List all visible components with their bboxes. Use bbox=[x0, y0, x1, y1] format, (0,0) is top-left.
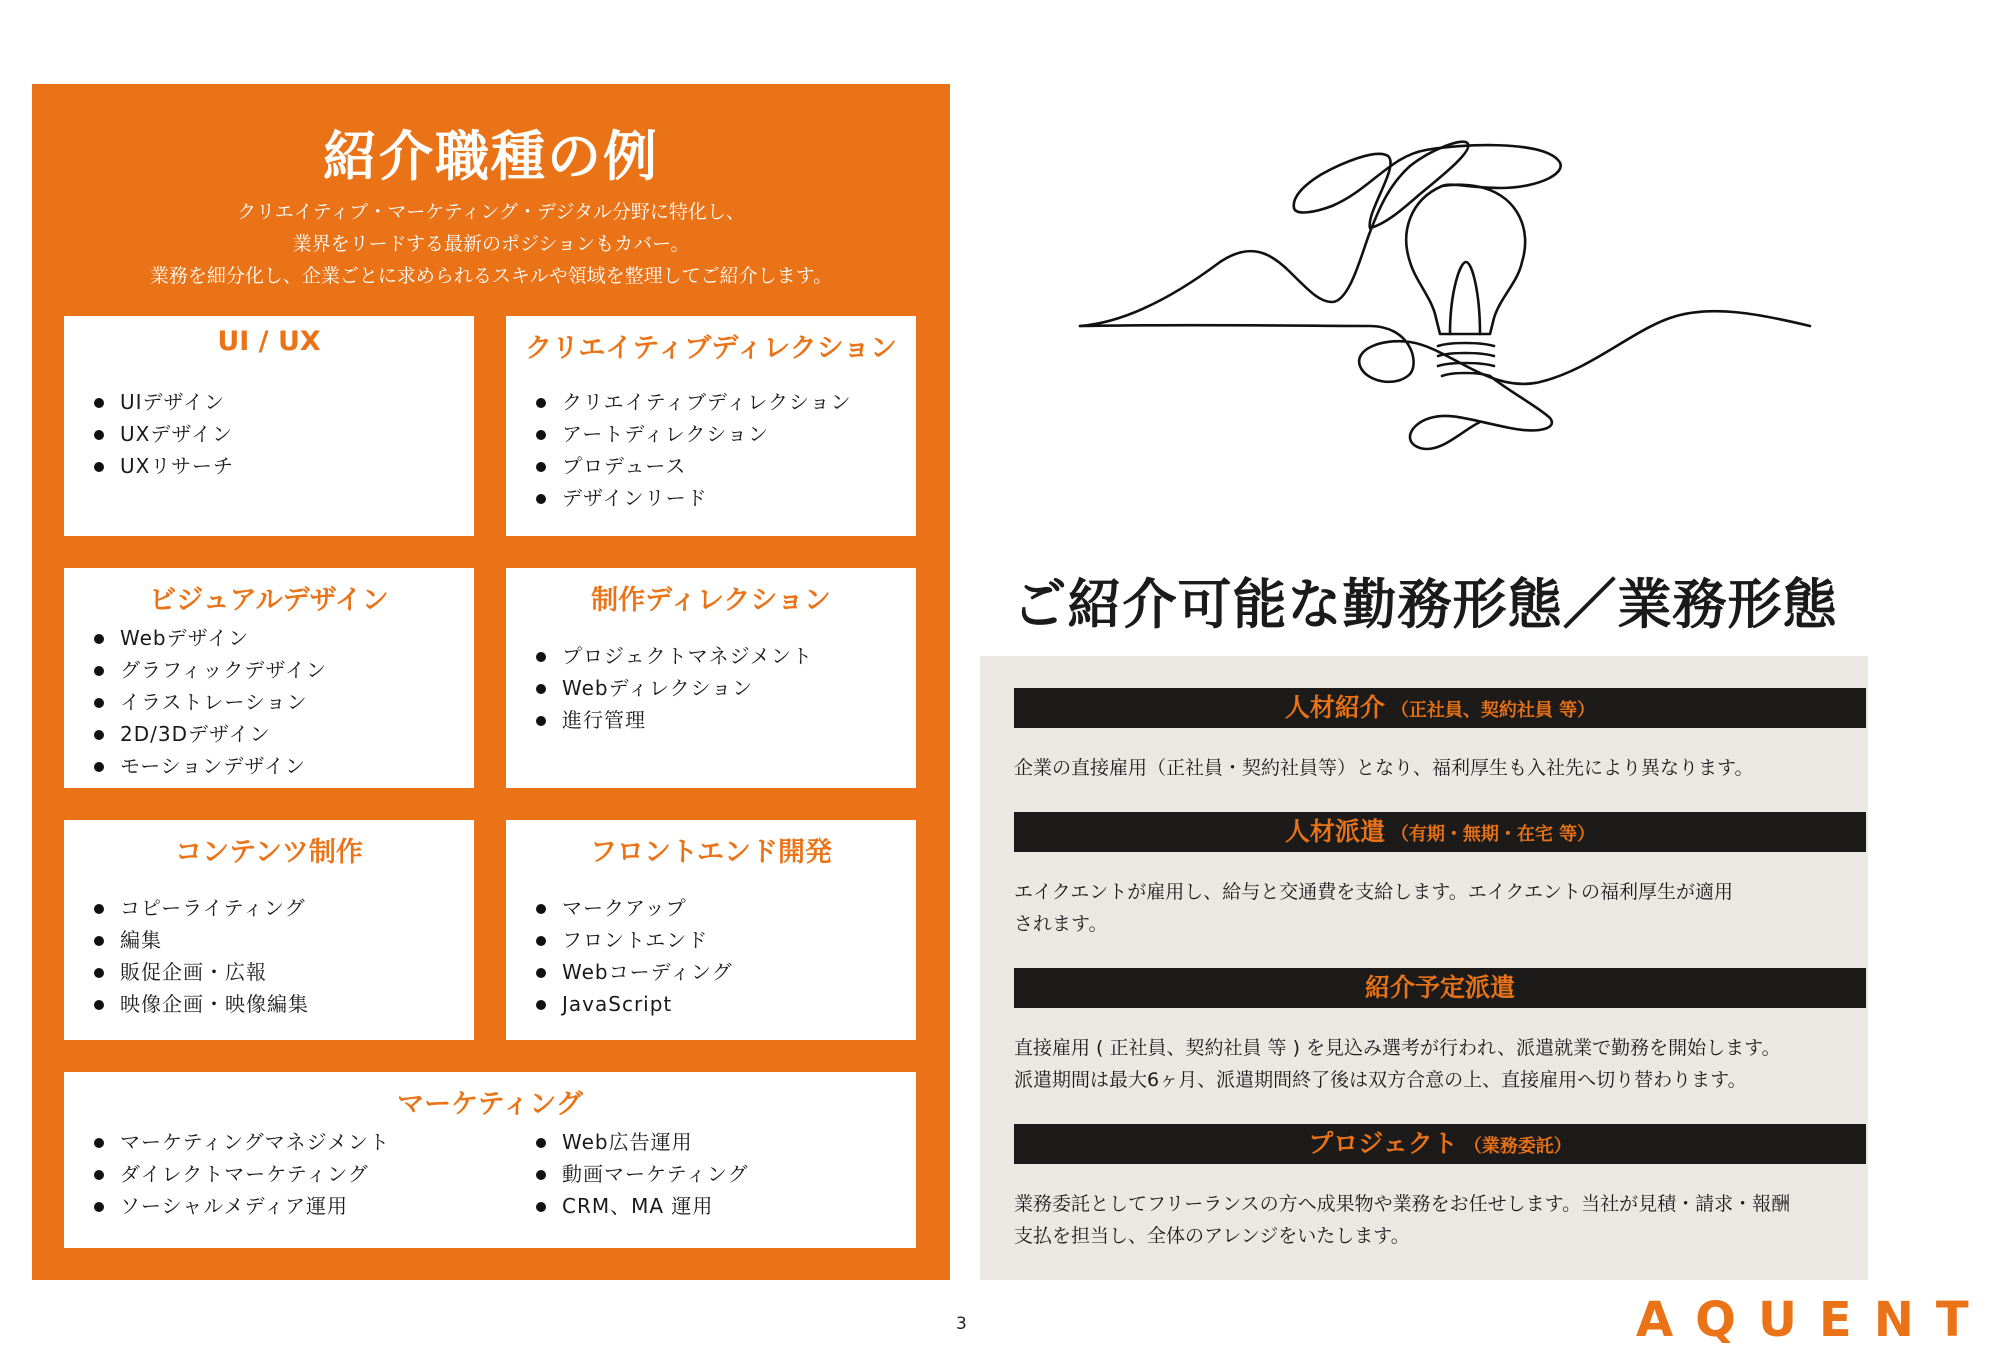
list-item: 編集 bbox=[94, 924, 309, 956]
list-item: コピーライティング bbox=[94, 892, 309, 924]
list-item: 販促企画・広報 bbox=[94, 956, 309, 988]
desc-line: 企業の直接雇用（正社員・契約社員等）となり、福利厚生も入社先により異なります。 bbox=[1014, 757, 1754, 779]
section-desc-dispatch bbox=[1014, 876, 1874, 940]
list-item: UIデザイン bbox=[94, 386, 234, 418]
job-examples-intro bbox=[32, 196, 950, 292]
card-title: ビジュアルデザイン bbox=[149, 585, 389, 616]
section-desc-project bbox=[1014, 1188, 1874, 1252]
list-item: Webデザイン bbox=[94, 622, 327, 654]
card-title: コンテンツ制作 bbox=[175, 837, 363, 868]
aquent-logo: AQUENT bbox=[1636, 1292, 1991, 1348]
list-item: デザインリード bbox=[536, 482, 852, 514]
list-item: イラストレーション bbox=[94, 686, 327, 718]
work-styles-heading: ご紹介可能な勤務形態／業務形態 bbox=[1012, 573, 1838, 636]
list-item: JavaScript bbox=[536, 988, 733, 1020]
list-item: フロントエンド bbox=[536, 924, 733, 956]
list-item: 映像企画・映像編集 bbox=[94, 988, 309, 1020]
card-content-production bbox=[64, 820, 474, 1040]
list-item: クリエイティブディレクション bbox=[536, 386, 852, 418]
section-title: 人材紹介 bbox=[1284, 693, 1385, 722]
list-item: プロジェクトマネジメント bbox=[536, 640, 813, 672]
card-marketing bbox=[64, 1072, 916, 1248]
section-title: プロジェクト bbox=[1308, 1129, 1458, 1158]
list-item: ソーシャルメディア運用 bbox=[94, 1190, 390, 1222]
list-item: マークアップ bbox=[536, 892, 733, 924]
list-item: 2D/3Dデザイン bbox=[94, 718, 327, 750]
card-title: UI / UX bbox=[217, 326, 321, 357]
section-bar-dispatch bbox=[1014, 812, 1866, 852]
card-title: 制作ディレクション bbox=[591, 585, 831, 616]
lightbulb-hands-illustration bbox=[1070, 112, 1820, 462]
desc-line: 支払を担当し、全体のアレンジをいたします。 bbox=[1014, 1225, 1410, 1247]
section-bar-project bbox=[1014, 1124, 1866, 1164]
section-subtitle: （有期・無期・在宅 等） bbox=[1390, 824, 1596, 845]
desc-line: 業務委託としてフリーランスの方へ成果物や業務をお任せします。当社が見積・請求・報酬 bbox=[1014, 1193, 1791, 1215]
list-item: 進行管理 bbox=[536, 704, 813, 736]
list-item: プロデュース bbox=[536, 450, 852, 482]
card-title: フロントエンド開発 bbox=[590, 837, 832, 868]
list-item: CRM、MA 運用 bbox=[536, 1190, 749, 1222]
intro-line: 業界をリードする最新のポジションもカバー。 bbox=[292, 233, 690, 255]
list-item: ダイレクトマーケティング bbox=[94, 1158, 390, 1190]
card-title: クリエイティブディレクション bbox=[524, 333, 898, 364]
card-creative-direction bbox=[506, 316, 916, 536]
section-title: 紹介予定派遣 bbox=[1364, 973, 1515, 1002]
list-item: UXデザイン bbox=[94, 418, 234, 450]
list-item: グラフィックデザイン bbox=[94, 654, 327, 686]
desc-line: エイクエントが雇用し、給与と交通費を支給します。エイクエントの福利厚生が適用 bbox=[1014, 881, 1733, 903]
job-examples-title: 紹介職種の例 bbox=[323, 125, 659, 188]
section-title: 人材派遣 bbox=[1284, 817, 1385, 846]
section-desc-recruitment bbox=[1014, 752, 1874, 784]
work-styles-panel bbox=[980, 656, 1868, 1280]
section-subtitle: （業務委託） bbox=[1463, 1136, 1572, 1157]
card-frontend-development bbox=[506, 820, 916, 1040]
job-examples-panel bbox=[32, 84, 950, 1280]
section-bar-temp-to-perm bbox=[1014, 968, 1866, 1008]
page-number: 3 bbox=[956, 1314, 967, 1334]
card-visual-design bbox=[64, 568, 474, 788]
list-item: アートディレクション bbox=[536, 418, 852, 450]
card-ui-ux bbox=[64, 316, 474, 536]
intro-line: 業務を細分化し、企業ごとに求められるスキルや領域を整理してご紹介します。 bbox=[149, 265, 833, 287]
list-item: モーションデザイン bbox=[94, 750, 327, 782]
desc-line: 直接雇用 ( 正社員、契約社員 等 ) を見込み選考が行われ、派遣就業で勤務を開始します。 bbox=[1014, 1037, 1781, 1059]
section-bar-recruitment bbox=[1014, 688, 1866, 728]
card-title: マーケティング bbox=[397, 1089, 583, 1120]
desc-line: 派遣期間は最大6ヶ月、派遣期間終了後は双方合意の上、直接雇用へ切り替わります。 bbox=[1014, 1069, 1747, 1091]
list-item: UXリサーチ bbox=[94, 450, 234, 482]
list-item: 動画マーケティング bbox=[536, 1158, 749, 1190]
desc-line: されます。 bbox=[1014, 913, 1108, 935]
list-item: マーケティングマネジメント bbox=[94, 1126, 390, 1158]
section-subtitle: （正社員、契約社員 等） bbox=[1390, 700, 1596, 721]
list-item: Web広告運用 bbox=[536, 1126, 749, 1158]
list-item: Webコーディング bbox=[536, 956, 733, 988]
section-desc-temp-to-perm bbox=[1014, 1032, 1874, 1096]
intro-line: クリエイティブ・マーケティング・デジタル分野に特化し、 bbox=[237, 201, 745, 223]
card-production-direction bbox=[506, 568, 916, 788]
list-item: Webディレクション bbox=[536, 672, 813, 704]
